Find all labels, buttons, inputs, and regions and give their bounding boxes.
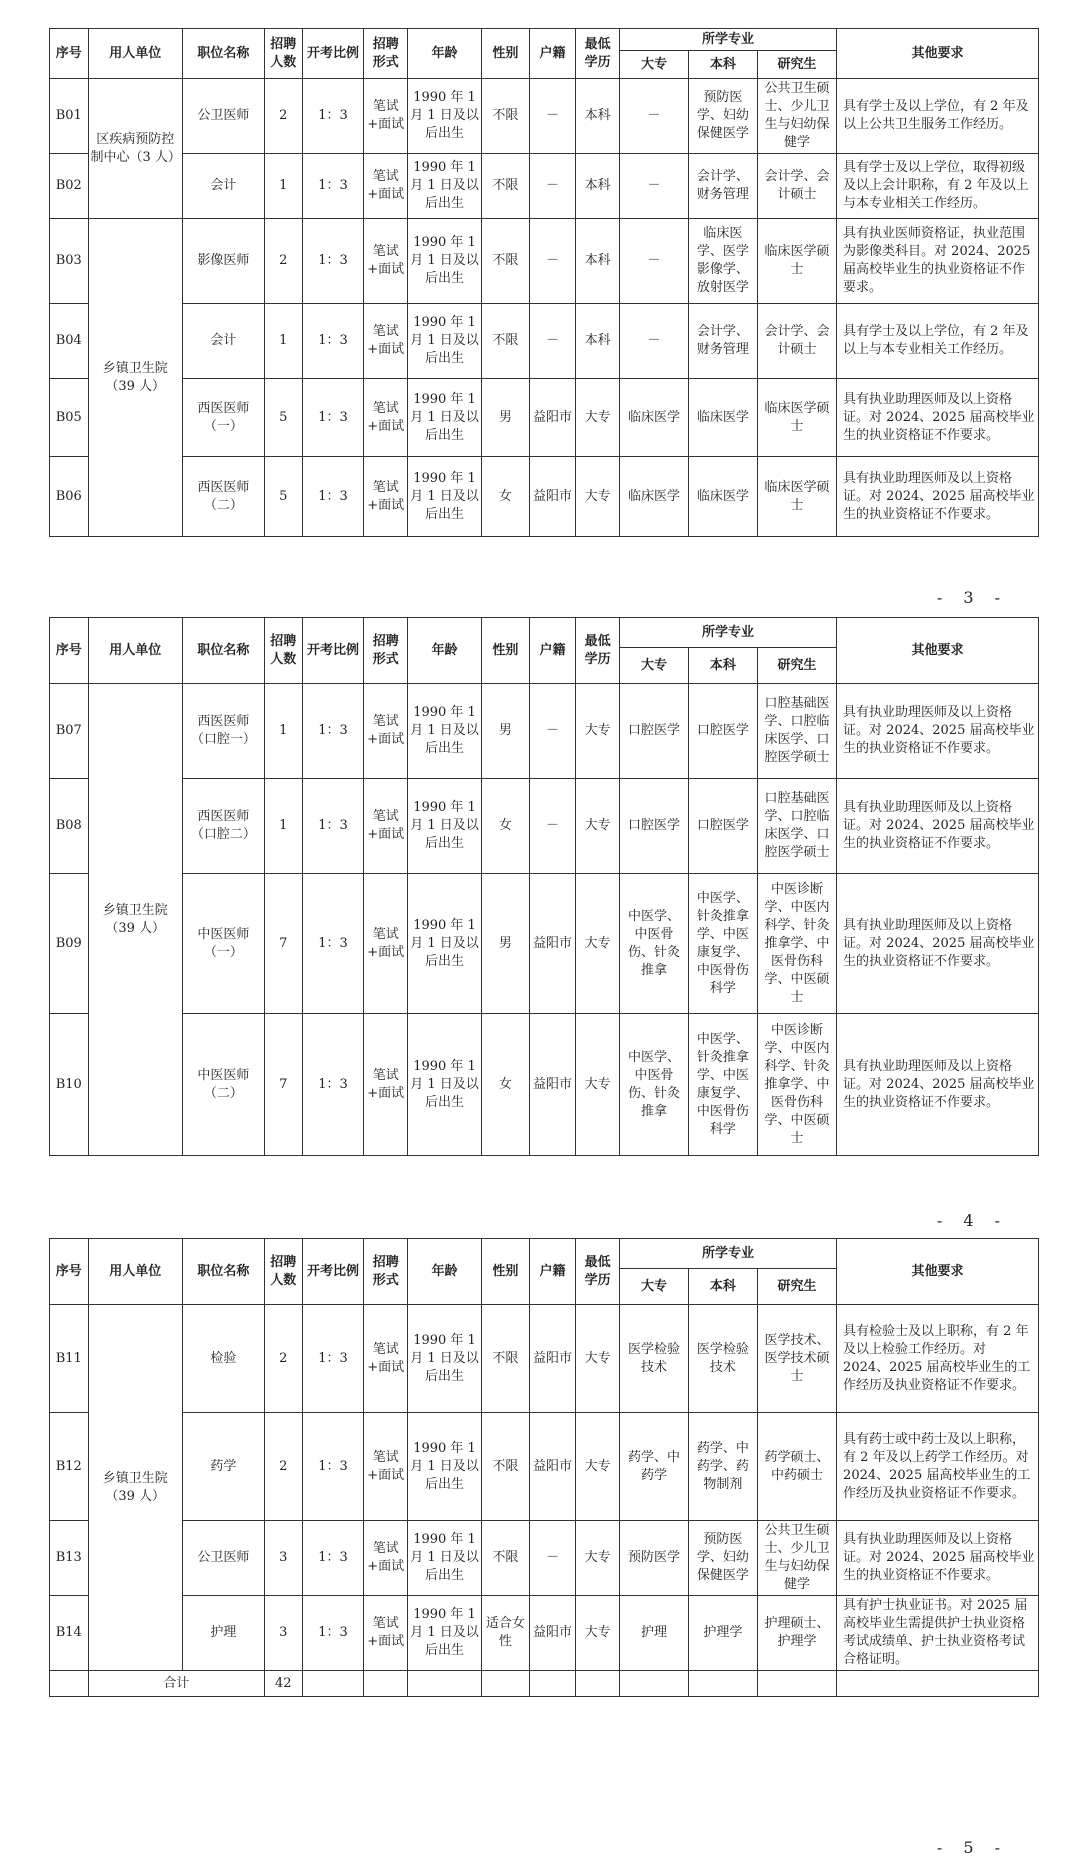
cell-edu: 本科 xyxy=(576,304,620,379)
cell-form: 笔试+面试 xyxy=(364,684,408,779)
cell-gender: 不限 xyxy=(482,1413,530,1521)
cell-age: 1990 年 1 月 1 日及以后出生 xyxy=(408,874,482,1014)
cell-position: 护理 xyxy=(182,1596,264,1671)
cell-major-bk: 临床医学、医学影像学、放射医学 xyxy=(688,219,757,304)
cell-edu: 大专 xyxy=(576,874,620,1014)
cell-other: 具有学士及以上学位，有 2 年及以上与本专业相关工作经历。 xyxy=(837,304,1039,379)
cell-major-dz: 预防医学 xyxy=(619,1521,688,1596)
table-row xyxy=(50,1596,1039,1671)
cell-ratio: 1：3 xyxy=(302,684,364,779)
cell-ratio: 1：3 xyxy=(302,1413,364,1521)
header-hukou: 户籍 xyxy=(529,618,576,684)
header-edu: 最低学历 xyxy=(576,1239,620,1305)
cell-edu: 大专 xyxy=(576,1014,620,1156)
header-major-dz: 大专 xyxy=(619,648,688,684)
cell-position: 会计 xyxy=(182,154,264,219)
cell-ratio: 1：3 xyxy=(302,779,364,874)
cell-id: B02 xyxy=(50,154,89,219)
cell-count: 7 xyxy=(265,874,303,1014)
cell-edu: 大专 xyxy=(576,1521,620,1596)
header-age: 年龄 xyxy=(408,618,482,684)
cell-count: 1 xyxy=(265,684,303,779)
header-unit: 用人单位 xyxy=(88,1239,182,1305)
cell-age: 1990 年 1 月 1 日及以后出生 xyxy=(408,219,482,304)
header-hukou: 户籍 xyxy=(529,1239,576,1305)
cell-edu: 本科 xyxy=(576,219,620,304)
cell-id: B14 xyxy=(50,1596,89,1671)
header-major-yjs: 研究生 xyxy=(757,648,836,684)
cell-position: 影像医师 xyxy=(182,219,264,304)
cell-count: 3 xyxy=(265,1596,303,1671)
cell-count: 5 xyxy=(265,457,303,537)
cell-form: 笔试+面试 xyxy=(364,154,408,219)
table-row xyxy=(50,79,1039,154)
cell-major-dz: 中医学、中医骨伤、针灸推拿 xyxy=(619,874,688,1014)
cell-major-yjs: 药学硕士、中药硕士 xyxy=(757,1413,836,1521)
cell-position: 会计 xyxy=(182,304,264,379)
table-row xyxy=(50,457,1039,537)
cell-major-dz: － xyxy=(619,154,688,219)
cell-hukou: － xyxy=(529,219,576,304)
cell-count: 2 xyxy=(265,219,303,304)
header-hukou: 户籍 xyxy=(529,29,576,79)
total-value: 42 xyxy=(265,1671,303,1697)
table-row xyxy=(50,219,1039,304)
cell-major-dz: 口腔医学 xyxy=(619,684,688,779)
cell-ratio: 1：3 xyxy=(302,379,364,457)
cell-age: 1990 年 1 月 1 日及以后出生 xyxy=(408,1521,482,1596)
cell-hukou: － xyxy=(529,154,576,219)
table-row xyxy=(50,154,1039,219)
cell-position: 西医医师（口腔一） xyxy=(182,684,264,779)
cell-ratio: 1：3 xyxy=(302,219,364,304)
header-major-dz: 大专 xyxy=(619,1269,688,1305)
cell-age: 1990 年 1 月 1 日及以后出生 xyxy=(408,379,482,457)
cell-unit: 乡镇卫生院（39 人） xyxy=(88,684,182,1156)
cell-id: B12 xyxy=(50,1413,89,1521)
cell-other: 具有学士及以上学位，有 2 年及以上公共卫生服务工作经历。 xyxy=(837,79,1039,154)
cell-form: 笔试+面试 xyxy=(364,79,408,154)
cell-major-bk: 口腔医学 xyxy=(688,684,757,779)
header-unit: 用人单位 xyxy=(88,29,182,79)
cell-age: 1990 年 1 月 1 日及以后出生 xyxy=(408,79,482,154)
cell-count: 2 xyxy=(265,1413,303,1521)
header-count: 招聘人数 xyxy=(265,1239,303,1305)
table-row xyxy=(50,379,1039,457)
cell-major-yjs: 临床医学硕士 xyxy=(757,379,836,457)
table-row xyxy=(50,779,1039,874)
cell-hukou: － xyxy=(529,79,576,154)
cell-count: 5 xyxy=(265,379,303,457)
header-major-bk: 本科 xyxy=(688,51,757,79)
cell-major-yjs: 公共卫生硕士、少儿卫生与妇幼保健学 xyxy=(757,1521,836,1596)
cell-id: B04 xyxy=(50,304,89,379)
cell-gender: 不限 xyxy=(482,219,530,304)
cell-major-yjs: 中医诊断学、中医内科学、针灸推拿学、中医骨伤科学、中医硕士 xyxy=(757,874,836,1014)
cell-edu: 大专 xyxy=(576,457,620,537)
cell-position: 中医医师（二） xyxy=(182,1014,264,1156)
cell-position: 西医医师（二） xyxy=(182,457,264,537)
cell-other: 具有检验士及以上职称，有 2 年及以上检验工作经历。对 2024、2025 届高校毕业生的工作经历及执业资格证不作要求。 xyxy=(837,1305,1039,1413)
cell-ratio: 1：3 xyxy=(302,1521,364,1596)
cell-gender: 男 xyxy=(482,874,530,1014)
cell-major-bk: 中医学、针灸推拿学、中医康复学、中医骨伤科学 xyxy=(688,874,757,1014)
cell-id: B05 xyxy=(50,379,89,457)
cell-major-dz: 护理 xyxy=(619,1596,688,1671)
recruitment-table-page3 xyxy=(49,28,1039,537)
header-form: 招聘形式 xyxy=(364,618,408,684)
cell-unit: 区疾病预防控制中心（3 人） xyxy=(88,79,182,219)
cell-other: 具有执业助理医师及以上资格证。对 2024、2025 届高校毕业生的执业资格证不作要求。 xyxy=(837,1521,1039,1596)
cell-count: 1 xyxy=(265,779,303,874)
cell-gender: 不限 xyxy=(482,1521,530,1596)
cell-ratio: 1：3 xyxy=(302,1305,364,1413)
cell-id: B01 xyxy=(50,79,89,154)
cell-form: 笔试+面试 xyxy=(364,1596,408,1671)
header-ratio: 开考比例 xyxy=(302,1239,364,1305)
header-seq: 序号 xyxy=(50,618,89,684)
cell-major-dz: 药学、中药学 xyxy=(619,1413,688,1521)
cell-gender: 不限 xyxy=(482,154,530,219)
cell-major-dz: 口腔医学 xyxy=(619,779,688,874)
cell-id: B09 xyxy=(50,874,89,1014)
cell-other: 具有执业助理医师及以上资格证。对 2024、2025 届高校毕业生的执业资格证不作要求。 xyxy=(837,874,1039,1014)
cell-count: 2 xyxy=(265,79,303,154)
cell-other: 具有执业助理医师及以上资格证。对 2024、2025 届高校毕业生的执业资格证不作要求。 xyxy=(837,457,1039,537)
header-seq: 序号 xyxy=(50,29,89,79)
cell-edu: 大专 xyxy=(576,1596,620,1671)
cell-form: 笔试+面试 xyxy=(364,457,408,537)
cell-form: 笔试+面试 xyxy=(364,1305,408,1413)
cell-major-yjs: 临床医学硕士 xyxy=(757,219,836,304)
cell-form: 笔试+面试 xyxy=(364,779,408,874)
cell-hukou: 益阳市 xyxy=(529,1305,576,1413)
cell-count: 1 xyxy=(265,154,303,219)
cell-major-bk: 会计学、财务管理 xyxy=(688,154,757,219)
cell-major-dz: 临床医学 xyxy=(619,457,688,537)
cell-count: 7 xyxy=(265,1014,303,1156)
cell-hukou: 益阳市 xyxy=(529,1413,576,1521)
header-gender: 性别 xyxy=(482,618,530,684)
cell-major-yjs: 会计学、会计硕士 xyxy=(757,154,836,219)
cell-major-bk: 会计学、财务管理 xyxy=(688,304,757,379)
cell-id: B03 xyxy=(50,219,89,304)
header-gender: 性别 xyxy=(482,29,530,79)
cell-major-dz: 中医学、中医骨伤、针灸推拿 xyxy=(619,1014,688,1156)
cell-major-yjs: 会计学、会计硕士 xyxy=(757,304,836,379)
cell-age: 1990 年 1 月 1 日及以后出生 xyxy=(408,1596,482,1671)
cell-age: 1990 年 1 月 1 日及以后出生 xyxy=(408,1413,482,1521)
cell-other: 具有学士及以上学位，取得初级及以上会计职称，有 2 年及以上与本专业相关工作经历。 xyxy=(837,154,1039,219)
header-age: 年龄 xyxy=(408,1239,482,1305)
cell-hukou: － xyxy=(529,779,576,874)
cell-gender: 女 xyxy=(482,457,530,537)
cell-major-dz: － xyxy=(619,79,688,154)
cell-major-yjs: 公共卫生硕士、少儿卫生与妇幼保健学 xyxy=(757,79,836,154)
cell-major-bk: 医学检验技术 xyxy=(688,1305,757,1413)
cell-major-dz: 医学检验技术 xyxy=(619,1305,688,1413)
cell-position: 西医医师（口腔二） xyxy=(182,779,264,874)
cell-other: 具有执业助理医师及以上资格证。对 2024、2025 届高校毕业生的执业资格证不作要求。 xyxy=(837,1014,1039,1156)
header-edu: 最低学历 xyxy=(576,29,620,79)
cell-hukou: 益阳市 xyxy=(529,874,576,1014)
cell-id: B10 xyxy=(50,1014,89,1156)
cell-major-yjs: 医学技术、医学技术硕士 xyxy=(757,1305,836,1413)
cell-hukou: 益阳市 xyxy=(529,1596,576,1671)
cell-edu: 大专 xyxy=(576,1305,620,1413)
table-row xyxy=(50,1521,1039,1596)
cell-other: 具有执业助理医师及以上资格证。对 2024、2025 届高校毕业生的执业资格证不作要求。 xyxy=(837,779,1039,874)
cell-gender: 不限 xyxy=(482,1305,530,1413)
cell-id: B07 xyxy=(50,684,89,779)
cell-hukou: － xyxy=(529,1521,576,1596)
cell-ratio: 1：3 xyxy=(302,304,364,379)
cell-hukou: 益阳市 xyxy=(529,457,576,537)
cell-form: 笔试+面试 xyxy=(364,379,408,457)
cell-edu: 大专 xyxy=(576,1413,620,1521)
cell-ratio: 1：3 xyxy=(302,1014,364,1156)
header-count: 招聘人数 xyxy=(265,29,303,79)
cell-major-bk: 预防医学、妇幼保健医学 xyxy=(688,79,757,154)
cell-unit: 乡镇卫生院（39 人） xyxy=(88,1305,182,1671)
cell-count: 2 xyxy=(265,1305,303,1413)
cell-other: 具有护士执业证书。对 2025 届高校毕业生需提供护士执业资格考试成绩单、护士执业资格考试合格证明。 xyxy=(837,1596,1039,1671)
cell-edu: 大专 xyxy=(576,684,620,779)
table-row xyxy=(50,684,1039,779)
cell-age: 1990 年 1 月 1 日及以后出生 xyxy=(408,457,482,537)
cell-major-bk: 中医学、针灸推拿学、中医康复学、中医骨伤科学 xyxy=(688,1014,757,1156)
cell-count: 3 xyxy=(265,1521,303,1596)
cell-position: 公卫医师 xyxy=(182,1521,264,1596)
cell-id: B06 xyxy=(50,457,89,537)
cell-edu: 本科 xyxy=(576,154,620,219)
cell-major-bk: 临床医学 xyxy=(688,457,757,537)
cell-major-yjs: 口腔基础医学、口腔临床医学、口腔医学硕士 xyxy=(757,684,836,779)
header-major-bk: 本科 xyxy=(688,1269,757,1305)
cell-edu: 本科 xyxy=(576,79,620,154)
cell-major-bk: 临床医学 xyxy=(688,379,757,457)
cell-empty xyxy=(50,1671,89,1697)
table-row xyxy=(50,1305,1039,1413)
cell-age: 1990 年 1 月 1 日及以后出生 xyxy=(408,1305,482,1413)
header-unit: 用人单位 xyxy=(88,618,182,684)
cell-position: 药学 xyxy=(182,1413,264,1521)
cell-major-yjs: 护理硕士、护理学 xyxy=(757,1596,836,1671)
cell-major-yjs: 口腔基础医学、口腔临床医学、口腔医学硕士 xyxy=(757,779,836,874)
cell-position: 检验 xyxy=(182,1305,264,1413)
cell-ratio: 1：3 xyxy=(302,154,364,219)
header-other: 其他要求 xyxy=(837,29,1039,79)
cell-major-yjs: 临床医学硕士 xyxy=(757,457,836,537)
page-number: - 3 - xyxy=(936,588,1008,607)
header-age: 年龄 xyxy=(408,29,482,79)
cell-form: 笔试+面试 xyxy=(364,1413,408,1521)
header-major: 所学专业 xyxy=(619,618,836,648)
cell-major-dz: － xyxy=(619,219,688,304)
header-form: 招聘形式 xyxy=(364,29,408,79)
header-ratio: 开考比例 xyxy=(302,29,364,79)
cell-edu: 大专 xyxy=(576,379,620,457)
cell-major-bk: 预防医学、妇幼保健医学 xyxy=(688,1521,757,1596)
cell-gender: 女 xyxy=(482,779,530,874)
cell-form: 笔试+面试 xyxy=(364,1521,408,1596)
cell-gender: 适合女性 xyxy=(482,1596,530,1671)
header-seq: 序号 xyxy=(50,1239,89,1305)
cell-age: 1990 年 1 月 1 日及以后出生 xyxy=(408,779,482,874)
cell-major-bk: 口腔医学 xyxy=(688,779,757,874)
cell-age: 1990 年 1 月 1 日及以后出生 xyxy=(408,684,482,779)
cell-ratio: 1：3 xyxy=(302,79,364,154)
table-row xyxy=(50,874,1039,1014)
cell-gender: 男 xyxy=(482,379,530,457)
cell-age: 1990 年 1 月 1 日及以后出生 xyxy=(408,1014,482,1156)
header-major-dz: 大专 xyxy=(619,51,688,79)
cell-id: B13 xyxy=(50,1521,89,1596)
header-other: 其他要求 xyxy=(837,1239,1039,1305)
cell-major-yjs: 中医诊断学、中医内科学、针灸推拿学、中医骨伤科学、中医硕士 xyxy=(757,1014,836,1156)
cell-edu: 大专 xyxy=(576,779,620,874)
recruitment-table-page4 xyxy=(49,617,1039,1156)
header-major-yjs: 研究生 xyxy=(757,51,836,79)
header-other: 其他要求 xyxy=(837,618,1039,684)
table-row xyxy=(50,1014,1039,1156)
cell-ratio: 1：3 xyxy=(302,457,364,537)
cell-form: 笔试+面试 xyxy=(364,874,408,1014)
cell-gender: 男 xyxy=(482,684,530,779)
cell-form: 笔试+面试 xyxy=(364,219,408,304)
header-ratio: 开考比例 xyxy=(302,618,364,684)
cell-ratio: 1：3 xyxy=(302,874,364,1014)
cell-major-dz: － xyxy=(619,304,688,379)
header-gender: 性别 xyxy=(482,1239,530,1305)
header-position: 职位名称 xyxy=(182,618,264,684)
cell-other: 具有执业助理医师及以上资格证。对 2024、2025 届高校毕业生的执业资格证不作要求。 xyxy=(837,379,1039,457)
recruitment-table-page5 xyxy=(49,1238,1039,1697)
header-major: 所学专业 xyxy=(619,1239,836,1269)
cell-gender: 女 xyxy=(482,1014,530,1156)
table-row xyxy=(50,304,1039,379)
cell-hukou: 益阳市 xyxy=(529,1014,576,1156)
table-row xyxy=(50,1413,1039,1521)
cell-id: B08 xyxy=(50,779,89,874)
header-edu: 最低学历 xyxy=(576,618,620,684)
total-row xyxy=(50,1671,1039,1697)
cell-position: 中医医师（一） xyxy=(182,874,264,1014)
cell-other: 具有执业医师资格证，执业范围为影像类科目。对 2024、2025 届高校毕业生的执业资格证不作要求。 xyxy=(837,219,1039,304)
total-label: 合计 xyxy=(88,1671,264,1697)
cell-unit: 乡镇卫生院（39 人） xyxy=(88,219,182,537)
cell-age: 1990 年 1 月 1 日及以后出生 xyxy=(408,304,482,379)
cell-other: 具有药士或中药士及以上职称，有 2 年及以上药学工作经历。对 2024、2025 届高校毕业生的工作经历及执业资格证不作要求。 xyxy=(837,1413,1039,1521)
cell-form: 笔试+面试 xyxy=(364,1014,408,1156)
cell-ratio: 1：3 xyxy=(302,1596,364,1671)
cell-other: 具有执业助理医师及以上资格证。对 2024、2025 届高校毕业生的执业资格证不作要求。 xyxy=(837,684,1039,779)
cell-count: 1 xyxy=(265,304,303,379)
cell-age: 1990 年 1 月 1 日及以后出生 xyxy=(408,154,482,219)
header-count: 招聘人数 xyxy=(265,618,303,684)
cell-major-bk: 药学、中药学、药物制剂 xyxy=(688,1413,757,1521)
cell-position: 公卫医师 xyxy=(182,79,264,154)
cell-hukou: － xyxy=(529,304,576,379)
page-number: - 5 - xyxy=(936,1838,1008,1857)
header-position: 职位名称 xyxy=(182,1239,264,1305)
cell-form: 笔试+面试 xyxy=(364,304,408,379)
cell-major-bk: 护理学 xyxy=(688,1596,757,1671)
cell-id: B11 xyxy=(50,1305,89,1413)
cell-major-dz: 临床医学 xyxy=(619,379,688,457)
cell-gender: 不限 xyxy=(482,304,530,379)
cell-position: 西医医师（一） xyxy=(182,379,264,457)
page-number: - 4 - xyxy=(936,1211,1008,1230)
header-major-yjs: 研究生 xyxy=(757,1269,836,1305)
cell-hukou: 益阳市 xyxy=(529,379,576,457)
cell-gender: 不限 xyxy=(482,79,530,154)
header-major-bk: 本科 xyxy=(688,648,757,684)
header-major: 所学专业 xyxy=(619,29,836,51)
header-position: 职位名称 xyxy=(182,29,264,79)
cell-hukou: － xyxy=(529,684,576,779)
header-form: 招聘形式 xyxy=(364,1239,408,1305)
